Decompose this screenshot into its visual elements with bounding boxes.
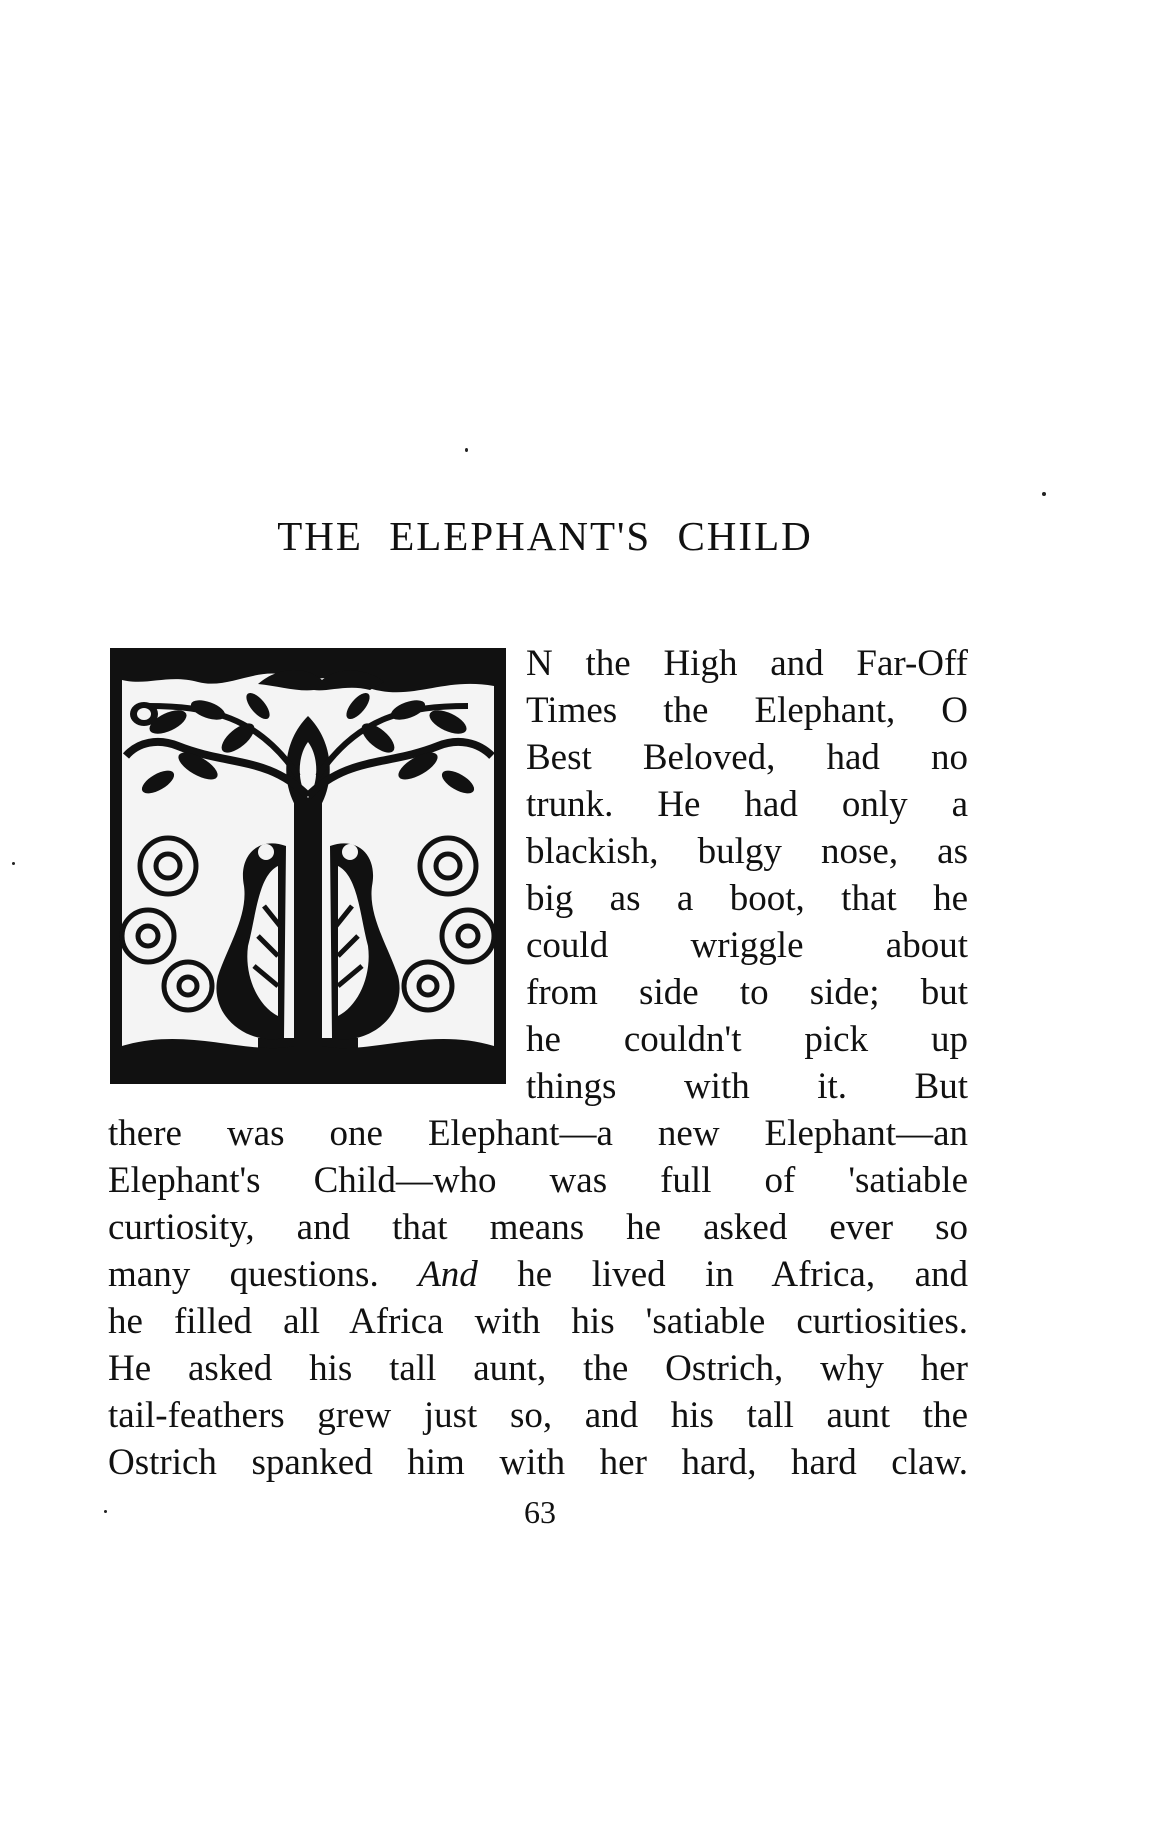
scan-speck [12, 862, 15, 865]
scan-speck [1042, 492, 1046, 496]
text-line: he couldn't pick up [526, 1019, 968, 1060]
text-segment: many questions. [108, 1254, 379, 1295]
text-line: big as a boot, that he [526, 878, 968, 919]
text-segment: he lived in Africa, and [517, 1254, 969, 1295]
text-line: there was one Elephant—a new Elephant—an [108, 1113, 968, 1154]
text-line: tail-feathers grew just so, and his tall aunt the [108, 1395, 968, 1436]
text-line: Best Beloved, had no [526, 737, 968, 778]
text-line: blackish, bulgy nose, as [526, 831, 968, 872]
text-line: Elephant's Child—who was full of 'satiable [108, 1160, 968, 1201]
text-line [108, 1251, 968, 1298]
text-line: curtiosity, and that means he asked ever so [108, 1207, 968, 1248]
italic-word: And [418, 1254, 478, 1295]
text-line: could wriggle about [526, 925, 968, 966]
text-line: trunk. He had only a [526, 784, 968, 825]
illuminated-initial-peacock-tree-icon [108, 646, 508, 1086]
page-number: 63 [524, 1494, 556, 1530]
text-line: Times the Elephant, O [526, 690, 968, 731]
chapter-title: THE ELEPHANT'S CHILD [277, 513, 813, 559]
text-line: Ostrich spanked him with her hard, hard claw. [108, 1442, 968, 1483]
text-line: N the High and Far-Off [526, 643, 968, 684]
illuminated-initial [108, 646, 508, 1086]
text-line: He asked his tall aunt, the Ostrich, why her [108, 1348, 968, 1389]
text-line: from side to side; but [526, 972, 968, 1013]
chapter-text [108, 640, 968, 1486]
scan-speck [465, 448, 468, 452]
text-line: he filled all Africa with his 'satiable curtiosities. [108, 1301, 968, 1342]
text-line: things with it. But [526, 1066, 968, 1107]
